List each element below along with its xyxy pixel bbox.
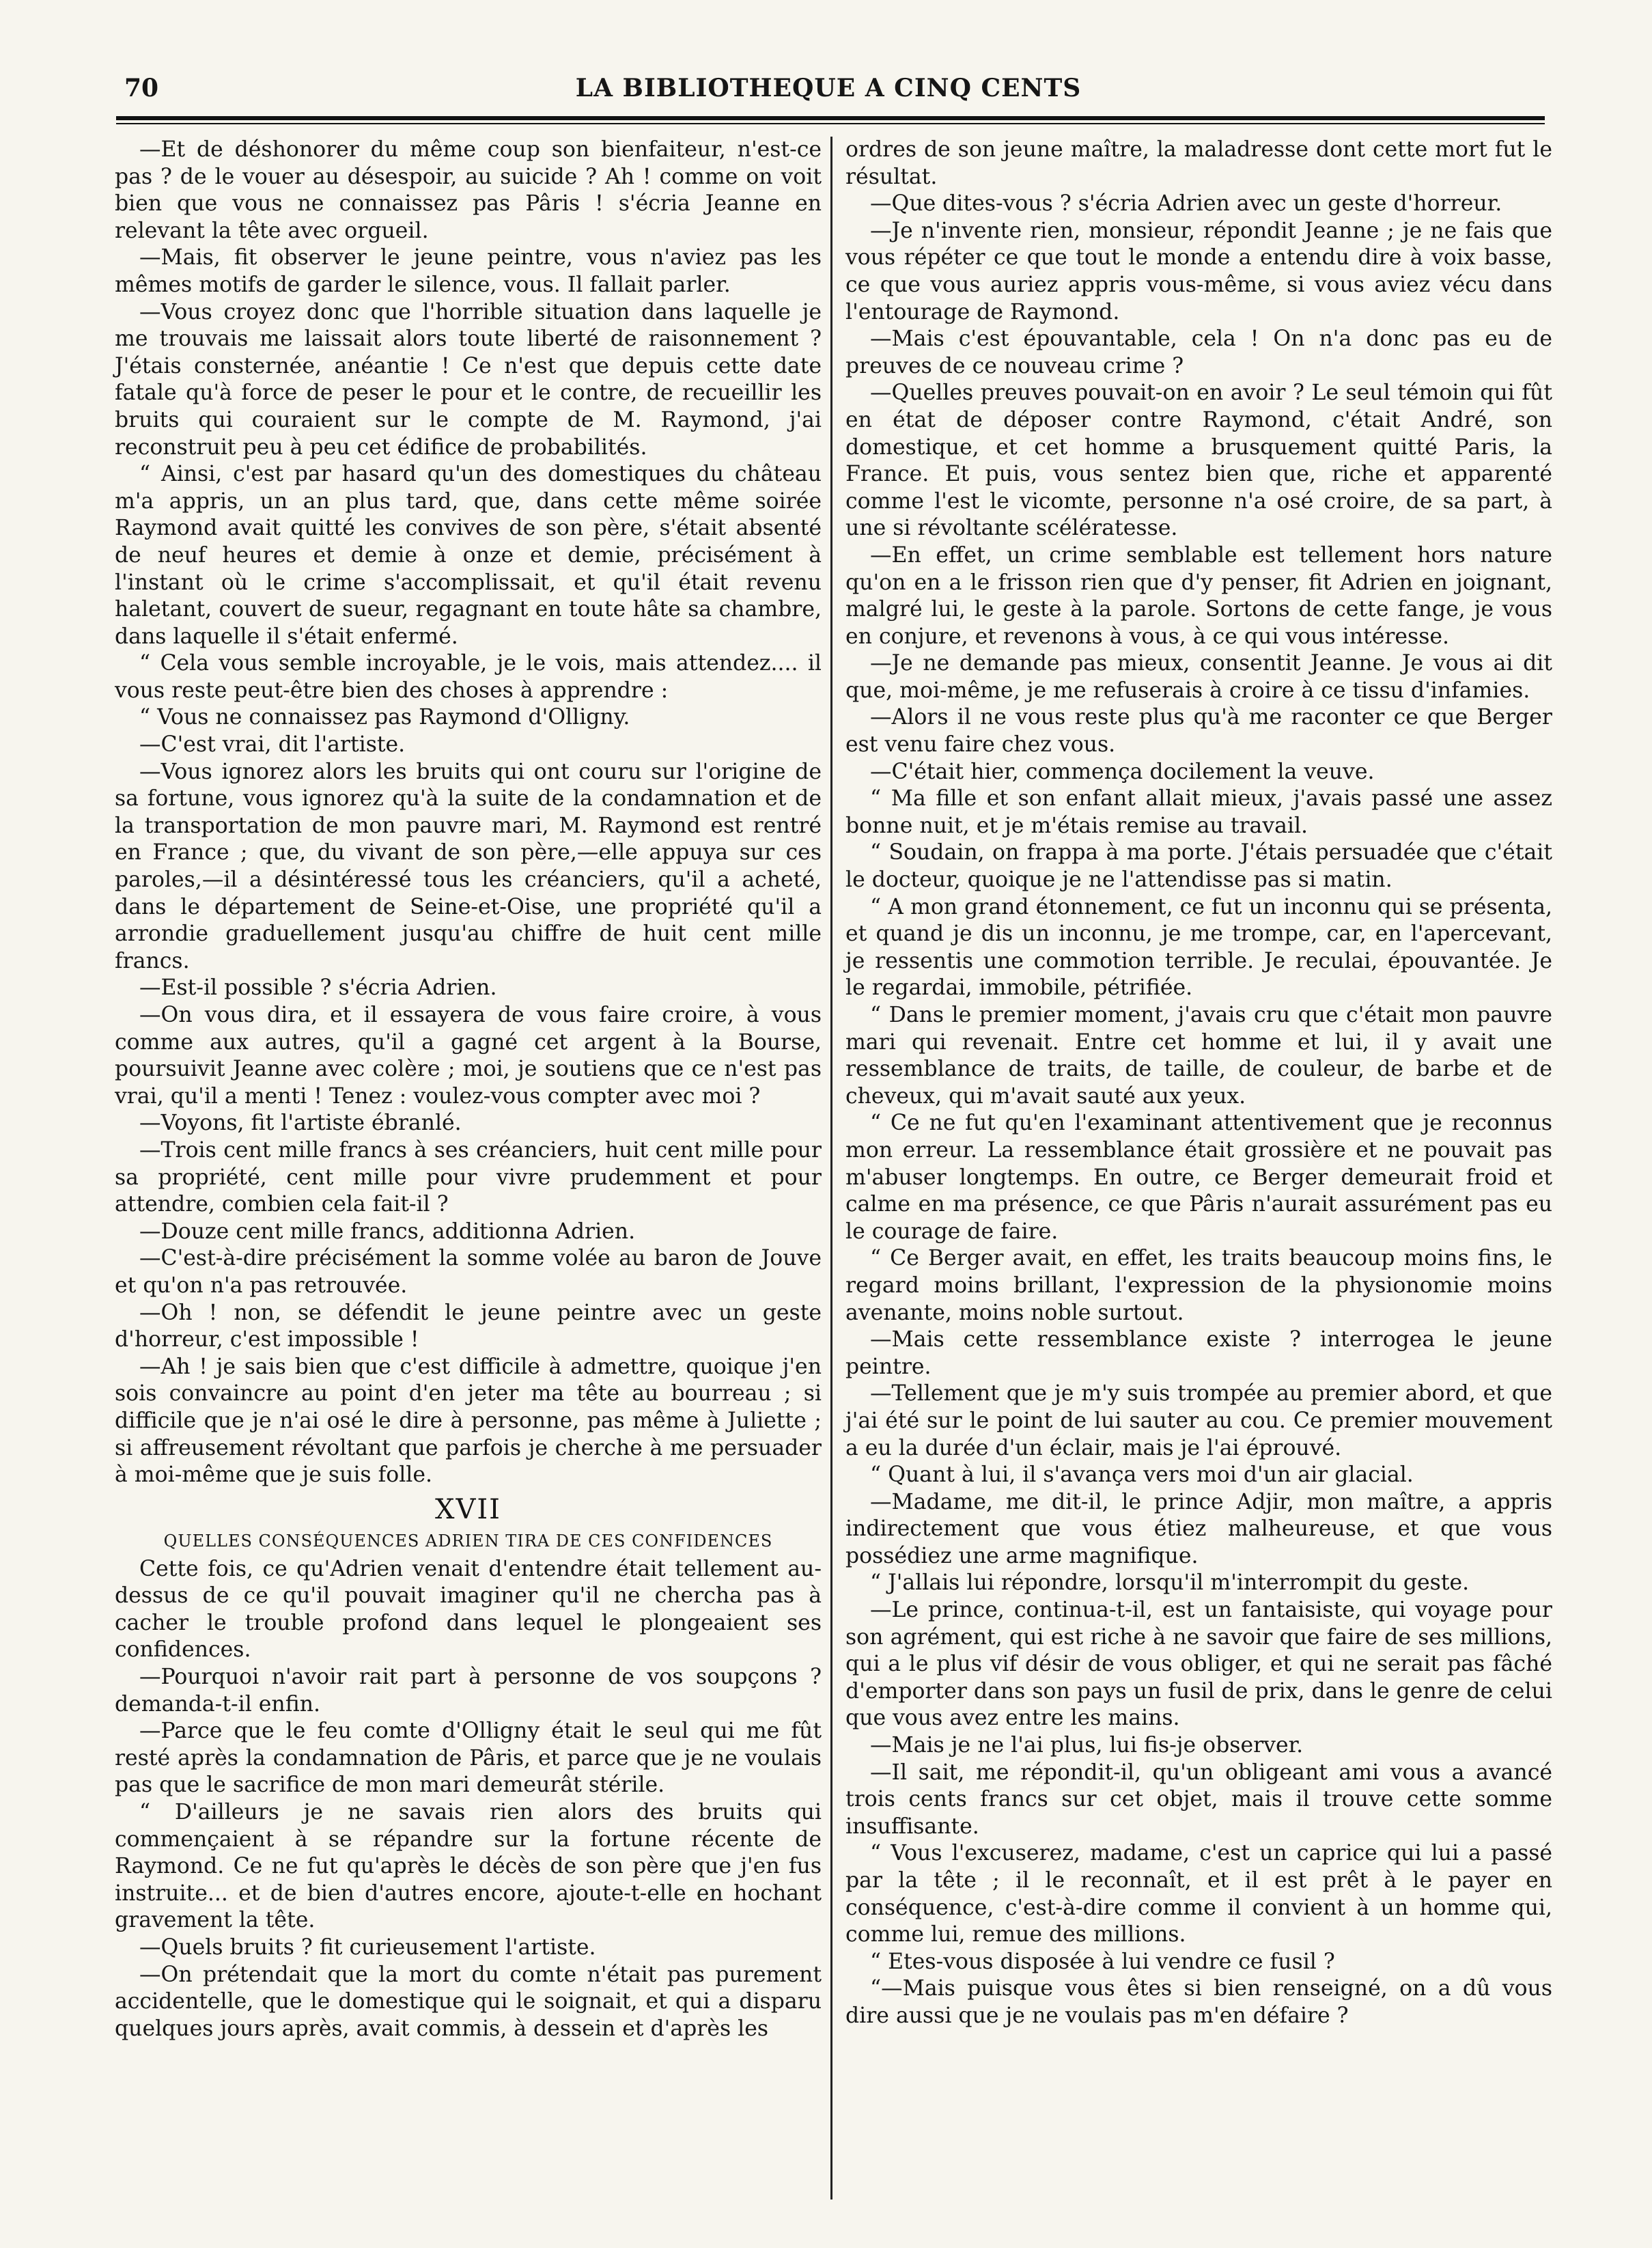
paragraph: “ Cela vous semble incroyable, je le vois, mais attendez.... il vous reste peut-être bien des choses à apprendre : [115, 651, 822, 703]
paragraph: —Mais, fit observer le jeune peintre, vous n'aviez pas les mêmes motifs de garder le silence, vous. Il fallait parler. [115, 245, 822, 297]
paragraph: —Et de déshonorer du même coup son bienfaiteur, n'est-ce pas ? de le vouer au désespoir, au suicide ? Ah ! comme on voit bien que vous ne connaissez pas Pâris ! s'écria Jeanne en relevant la tête avec orgueil. [115, 137, 822, 243]
paragraph: —Tellement que je m'y suis trompée au premier abord, et que j'ai été sur le point de lui sauter au cou. Ce premier mouvement a eu la durée d'un éclair, mais je l'ai éprouvé. [845, 1381, 1552, 1460]
paragraph: —Vous ignorez alors les bruits qui ont couru sur l'origine de sa fortune, vous ignorez qu'à la suite de la condamnation et de la transportation de mon pauvre mari, M. Raymond est rentré en France ; que, du vivant de son père,—elle appuya sur ces paroles,—il a désintéressé tous les créanciers, qu'il a acheté, dans le département de Seine-et-Oise, une propriété qu'il a arrondie graduellement jusqu'au chiffre de huit cent mille francs. [115, 759, 822, 973]
paragraph: —Parce que le feu comte d'Olligny était le seul qui me fût resté après la condamnation de Pâris, et parce que je ne voulais pas que le sacrifice de mon mari demeurât stérile. [115, 1719, 822, 1798]
left-column [115, 137, 822, 2042]
paragraph: —On prétendait que la mort du comte n'était pas purement accidentelle, que le domestique qui le soignait, et qui a disparu quelques jours après, avait commis, à dessein et d'après les [115, 1962, 822, 2041]
paragraph: —Il sait, me répondit-il, qu'un obligeant ami vous a avancé trois cents francs sur cet objet, mais il trouve cette somme insuffisante. [845, 1760, 1552, 1839]
chapter-number: XVII [435, 1493, 501, 1525]
paragraph: —Voyons, fit l'artiste ébranlé. [139, 1111, 462, 1136]
paragraph: “ A mon grand étonnement, ce fut un inconnu qui se présenta, et quand je dis un inconnu, je me trompe, car, en l'apercevant, je ressentis une commotion terrible. Je reculai, épouvantée. Je le regardai, immobile, pétrifiée. [845, 894, 1552, 1001]
paragraph: “ J'allais lui répondre, lorsqu'il m'interrompit du geste. [870, 1570, 1470, 1596]
page-number: 70 [124, 74, 159, 102]
publication-title: LA BIBLIOTHEQUE A CINQ CENTS [575, 74, 1082, 102]
paragraph: —C'était hier, commença docilement la veuve. [870, 759, 1375, 784]
paragraph: —Je ne demande pas mieux, consentit Jeanne. Je vous ai dit que, moi-même, je me refuserais à croire à ce tissu d'infamies. [845, 651, 1552, 703]
paragraph: —Mais cette ressemblance existe ? interrogea le jeune peintre. [845, 1327, 1552, 1379]
paragraph: —En effet, un crime semblable est tellement hors nature qu'on en a le frisson rien que d'y penser, fit Adrien en joignant, malgré lui, le geste à la parole. Sortons de cette fange, je vous en conjure, et revenons à vous, à ce qui vous intéresse. [845, 542, 1552, 649]
header-rule-thick [116, 116, 1545, 120]
paragraph: —C'est vrai, dit l'artiste. [139, 732, 406, 758]
paragraph: —Alors il ne vous reste plus qu'à me raconter ce que Berger est venu faire chez vous. [845, 705, 1552, 758]
paragraph: “—Mais puisque vous êtes si bien renseigné, on a dû vous dire aussi que je ne voulais pas m'en défaire ? [845, 1976, 1552, 2028]
chapter-title: QUELLES CONSÉQUENCES ADRIEN TIRA DE CES CONFIDENCES [163, 1531, 773, 1551]
paragraph: “ Dans le premier moment, j'avais cru que c'était mon pauvre mari qui revenait. Entre cet homme et lui, il y avait une ressemblance de traits, de taille, de couleur, de barbe et de cheveux, qui m'avait sauté aux yeux. [845, 1003, 1552, 1109]
paragraph: —Pourquoi n'avoir rait part à personne de vos soupçons ? demanda-t-il enfin. [115, 1665, 822, 1717]
paragraph: “ Vous ne connaissez pas Raymond d'Olligny. [139, 705, 630, 730]
paragraph: —Douze cent mille francs, additionna Adrien. [139, 1219, 636, 1244]
paragraph: “ D'ailleurs je ne savais rien alors des bruits qui commençaient à se répandre sur la fortune récente de Raymond. Ce ne fut qu'après le décès de son père que j'en fus instruite... et de bien d'autres encore, ajoute-t-elle en hochant gravement la tête. [115, 1800, 822, 1933]
left-paragraphs [115, 137, 822, 1489]
paragraph: —Est-il possible ? s'écria Adrien. [139, 975, 497, 1001]
paragraph: —Mais c'est épouvantable, cela ! On n'a donc pas eu de preuves de ce nouveau crime ? [845, 327, 1552, 378]
paragraph: “ Ce Berger avait, en effet, les traits beaucoup moins fins, le regard moins brillant, l'expression de la physionomie moins avenante, moins noble surtout. [845, 1246, 1552, 1325]
paragraph: “ Etes-vous disposée à lui vendre ce fusil ? [870, 1949, 1335, 1974]
paragraph: “ Ma fille et son enfant allait mieux, j'avais passé une assez bonne nuit, et je m'étais remise au travail. [845, 786, 1552, 838]
paragraph: —Que dites-vous ? s'écria Adrien avec un geste d'horreur. [870, 191, 1502, 217]
paragraph: —Quels bruits ? fit curieusement l'artiste. [139, 1935, 596, 1960]
paragraph: “ Quant à lui, il s'avança vers moi d'un air glacial. [870, 1462, 1414, 1488]
paragraph: —Oh ! non, se défendit le jeune peintre avec un geste d'horreur, c'est impossible ! [115, 1300, 822, 1352]
paragraph: “ Ainsi, c'est par hasard qu'un des domestiques du château m'a appris, un an plus tard, que, dans cette même soirée Raymond avait quitté les convives de son père, s'était absenté de neuf heures et demie à onze et demie, précisément à l'instant où le crime s'accomplissait, et qu'il était revenu haletant, couvert de sueur, regagnant en toute hâte sa chambre, dans laquelle il s'était enfermé. [115, 462, 822, 649]
paragraph: “ Soudain, on frappa à ma porte. J'étais persuadée que c'était le docteur, quoique je ne l'attendisse pas si matin. [845, 840, 1552, 893]
paragraph: —Trois cent mille francs à ses créanciers, huit cent mille pour sa propriété, cent mille pour vivre prudemment et pour attendre, combien cela fait-il ? [115, 1137, 822, 1217]
paragraph: —Mais je ne l'ai plus, lui fis-je observer. [870, 1733, 1304, 1758]
paragraph: ordres de son jeune maître, la maladresse dont cette mort fut le résultat. [845, 137, 1552, 189]
page-header [102, 68, 1554, 109]
header-rule-thin [116, 123, 1545, 124]
paragraph: —On vous dira, et il essayera de vous faire croire, à vous comme aux autres, qu'il a gagné cet argent à la Bourse, poursuivit Jeanne avec colère ; moi, je soutiens que ce n'est pas vrai, qu'il a menti ! Tenez : voulez-vous compter avec moi ? [115, 1003, 822, 1109]
right-paragraphs [845, 137, 1552, 2030]
paragraph: —Le prince, continua-t-il, est un fantaisiste, qui voyage pour son agrément, qui est riche à ne savoir que faire de ses millions, qui a le plus vif désir de vous obliger, et qui ne serait pas fâché d'emporter dans son pays un fusil de prix, dans le genre de celui que vous avez entre les mains. [845, 1598, 1552, 1731]
paragraph: “ Ce ne fut qu'en l'examinant attentivement que je reconnus mon erreur. La ressemblance était grossière et ne pouvait pas m'abuser longtemps. En outre, ce Berger demeurait froid et calme en ma présence, ce que Pâris n'aurait assurément pas eu le courage de faire. [845, 1111, 1552, 1244]
paragraph: —Je n'invente rien, monsieur, répondit Jeanne ; je ne fais que vous répéter ce que tout le monde a entendu dire à voix basse, ce que vous auriez appris vous-même, si vous aviez vécu dans l'entourage de Raymond. [845, 218, 1552, 324]
paragraph: —Madame, me dit-il, le prince Adjir, mon maître, a appris indirectement que vous étiez malheureuse, et que vous possédiez une arme magnifique. [845, 1489, 1552, 1568]
paragraph: “ Vous l'excuserez, madame, c'est un caprice qui lui a passé par la tête ; il le reconnaît, et il est prêt à le payer en conséquence, c'est-à-dire comme il convient à un homme qui, comme lui, remue des millions. [845, 1841, 1552, 1947]
paragraph: —Vous croyez donc que l'horrible situation dans laquelle je me trouvais me laissait alors toute liberté de raisonnement ? J'étais consternée, anéantie ! Ce n'est que depuis cette date fatale qu'à force de peser le pour et le contre, de recueillir les bruits qui couraient sur le compte de M. Raymond, j'ai reconstruit peu à peu cet édifice de probabilités. [115, 299, 822, 460]
paragraph: —C'est-à-dire précisément la somme volée au baron de Jouve et qu'on n'a pas retrouvée. [115, 1246, 822, 1298]
paragraph: —Quelles preuves pouvait-on en avoir ? Le seul témoin qui fût en état de déposer contre Raymond, c'était André, son domestique, et cet homme a brusquement quitté Paris, la France. Et puis, vous sentez bien que, riche et apparenté comme l'est le vicomte, personne n'a osé croire, de sa part, à une si révoltante scélératesse. [845, 380, 1552, 541]
paragraph: —Ah ! je sais bien que c'est difficile à admettre, quoique j'en sois convaincre au point d'en jeter ma tête au bourreau ; si difficile que je n'ai osé le dire à personne, pas même à Juliette ; si affreusement révoltant que parfois je cherche à me persuader à moi-même que je suis folle. [115, 1354, 822, 1488]
paragraph: Cette fois, ce qu'Adrien venait d'entendre était tellement au-dessus de ce qu'il pouvait imaginer qu'il ne chercha pas à cacher le trouble profond dans lequel le plongeaient ses confidences. [115, 1556, 822, 1663]
column-divider [830, 137, 832, 2200]
right-column [845, 137, 1552, 2030]
left-paragraphs-after [115, 1556, 822, 2043]
